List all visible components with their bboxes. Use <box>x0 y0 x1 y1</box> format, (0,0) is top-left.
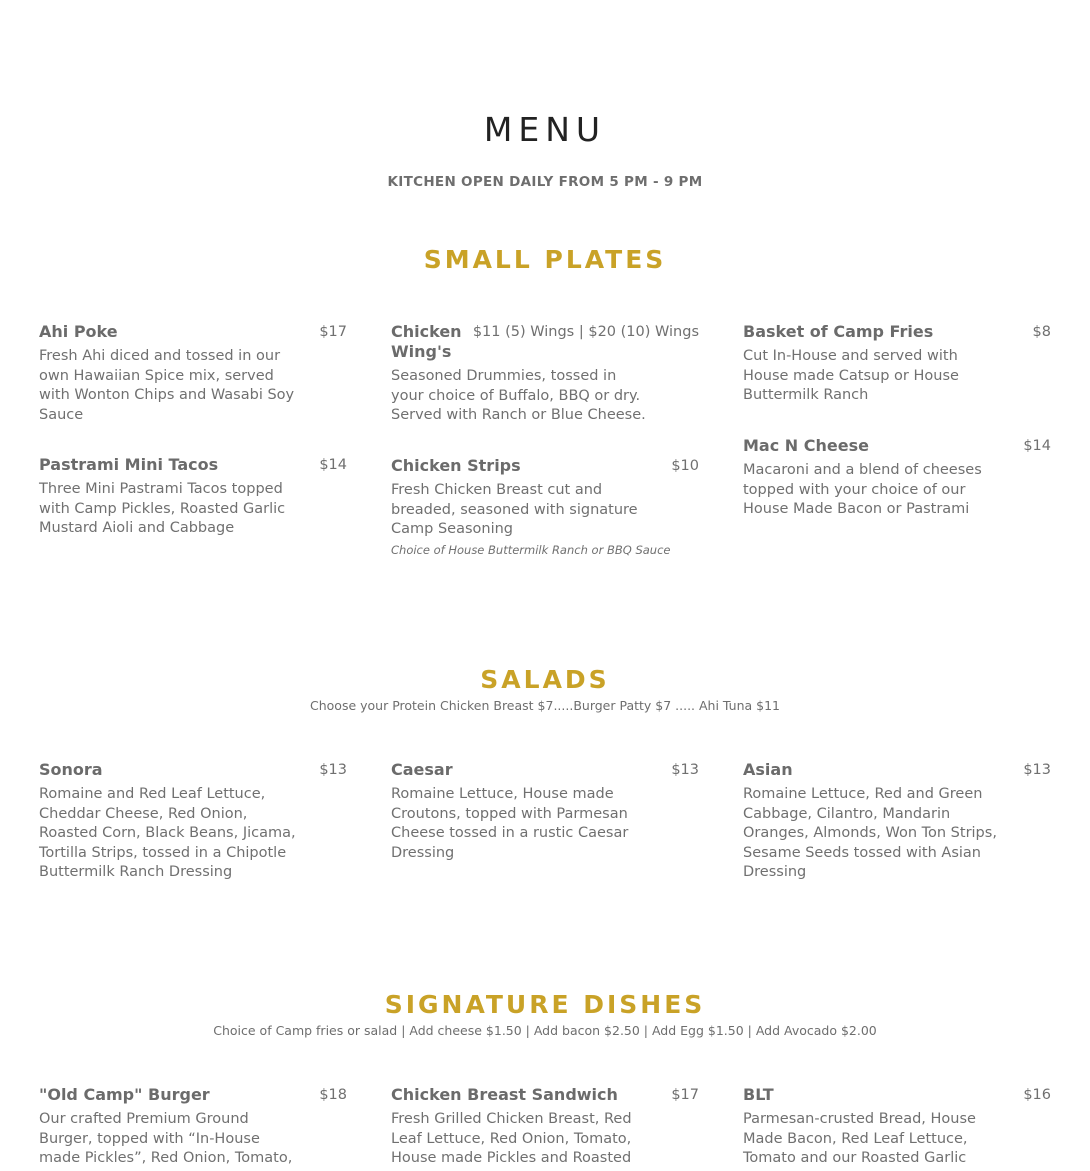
section-title-signature-dishes: SIGNATURE DISHES <box>384 990 706 1019</box>
item-description: Romaine Lettuce, Red and Green Cabbage, Cilantro, Mandarin Oranges, Almonds, Won Ton Strips, Sesame Seeds tossed with Asian Dressing <box>743 786 997 881</box>
item-name: Sonora <box>39 760 103 779</box>
page-title: MENU <box>483 110 607 149</box>
item-name: "Old Camp" Burger <box>39 1085 210 1104</box>
item-description: Fresh Ahi diced and tossed in our own Hawaiian Spice mix, served with Wonton Chips and Wasabi Soy Sauce <box>39 348 295 423</box>
item-price: $13 <box>1023 762 1051 778</box>
section-title-small-plates: SMALL PLATES <box>423 245 667 274</box>
menu-item-asian <box>743 760 1051 883</box>
item-price: $13 <box>671 762 699 778</box>
menu-item-chicken-wings <box>391 322 699 426</box>
item-description: Our crafted Premium Ground Burger, topped with “In-House made Pickles”, Red Onion, Tomato, <box>39 1111 293 1167</box>
item-price: $17 <box>671 1087 699 1103</box>
item-description: Parmesan-crusted Bread, House Made Bacon, Red Leaf Lettuce, Tomato and our Roasted Garlic <box>743 1111 976 1167</box>
item-price: $8 <box>1032 324 1051 340</box>
item-note: Choice of House Buttermilk Ranch or BBQ Sauce <box>391 542 671 557</box>
item-name: Pastrami Mini Tacos <box>39 455 219 474</box>
menu-item-sonora <box>39 760 347 883</box>
item-price: $11 (5) Wings | $20 (10) Wings <box>472 324 699 340</box>
item-name: Asian <box>743 760 793 779</box>
item-name: BLT <box>743 1085 774 1104</box>
item-description: Romaine Lettuce, House made Croutons, topped with Parmesan Cheese tossed in a rustic Caesar Dressing <box>391 786 629 861</box>
item-price: $18 <box>319 1087 347 1103</box>
item-description: Macaroni and a blend of cheeses topped with your choice of our House Made Bacon or Pastrami <box>743 462 982 518</box>
item-price: $17 <box>319 324 347 340</box>
item-description: Fresh Grilled Chicken Breast, Red Leaf Lettuce, Red Onion, Tomato, House made Pickles and Roasted <box>391 1111 632 1167</box>
item-name: Basket of Camp Fries <box>743 322 934 341</box>
item-description: Three Mini Pastrami Tacos topped with Camp Pickles, Roasted Garlic Mustard Aioli and Cabbage <box>39 481 286 537</box>
menu-item-basket-of-camp-fries <box>743 322 1051 406</box>
menu-item-caesar <box>391 760 699 863</box>
item-name: Chicken Wing's <box>391 322 462 361</box>
item-price: $10 <box>671 458 699 474</box>
item-price: $16 <box>1023 1087 1051 1103</box>
item-name: Ahi Poke <box>39 322 118 341</box>
menu-item-chicken-strips <box>391 456 699 557</box>
menu-item-ahi-poke <box>39 322 347 425</box>
item-name: Chicken Strips <box>391 456 521 475</box>
item-name: Mac N Cheese <box>743 436 869 455</box>
item-price: $13 <box>319 762 347 778</box>
menu-item-chicken-breast-sandwich <box>391 1085 699 1169</box>
item-name: Caesar <box>391 760 453 779</box>
section-title-salads: SALADS <box>480 665 610 694</box>
item-description: Fresh Chicken Breast cut and breaded, seasoned with signature Camp Seasoning <box>391 482 638 538</box>
menu-item-pastrami-mini-tacos <box>39 455 347 539</box>
item-description: Cut In-House and served with House made Catsup or House Buttermilk Ranch <box>743 348 959 404</box>
salads-protein-note: Choose your Protein Chicken Breast $7.....Burger Patty $7 ..... Ahi Tuna $11 <box>310 698 780 713</box>
menu-item-blt <box>743 1085 1051 1169</box>
item-description: Romaine and Red Leaf Lettuce, Cheddar Cheese, Red Onion, Roasted Corn, Black Beans, Jicama, Tortilla Strips, tossed in a Chipotle Buttermilk Ranch Dressing <box>39 786 296 881</box>
item-name: Chicken Breast Sandwich <box>391 1085 618 1104</box>
item-price: $14 <box>319 457 347 473</box>
signature-addons-note: Choice of Camp fries or salad | Add cheese $1.50 | Add bacon $2.50 | Add Egg $1.50 | Add Avocado $2.00 <box>213 1023 877 1038</box>
menu-item-mac-n-cheese <box>743 436 1051 520</box>
kitchen-hours: KITCHEN OPEN DAILY FROM 5 PM - 9 PM <box>387 174 703 190</box>
item-price: $14 <box>1023 438 1051 454</box>
item-description: Seasoned Drummies, tossed in your choice of Buffalo, BBQ or dry. Served with Ranch or Blue Cheese. <box>391 368 646 424</box>
menu-item-old-camp-burger <box>39 1085 347 1169</box>
